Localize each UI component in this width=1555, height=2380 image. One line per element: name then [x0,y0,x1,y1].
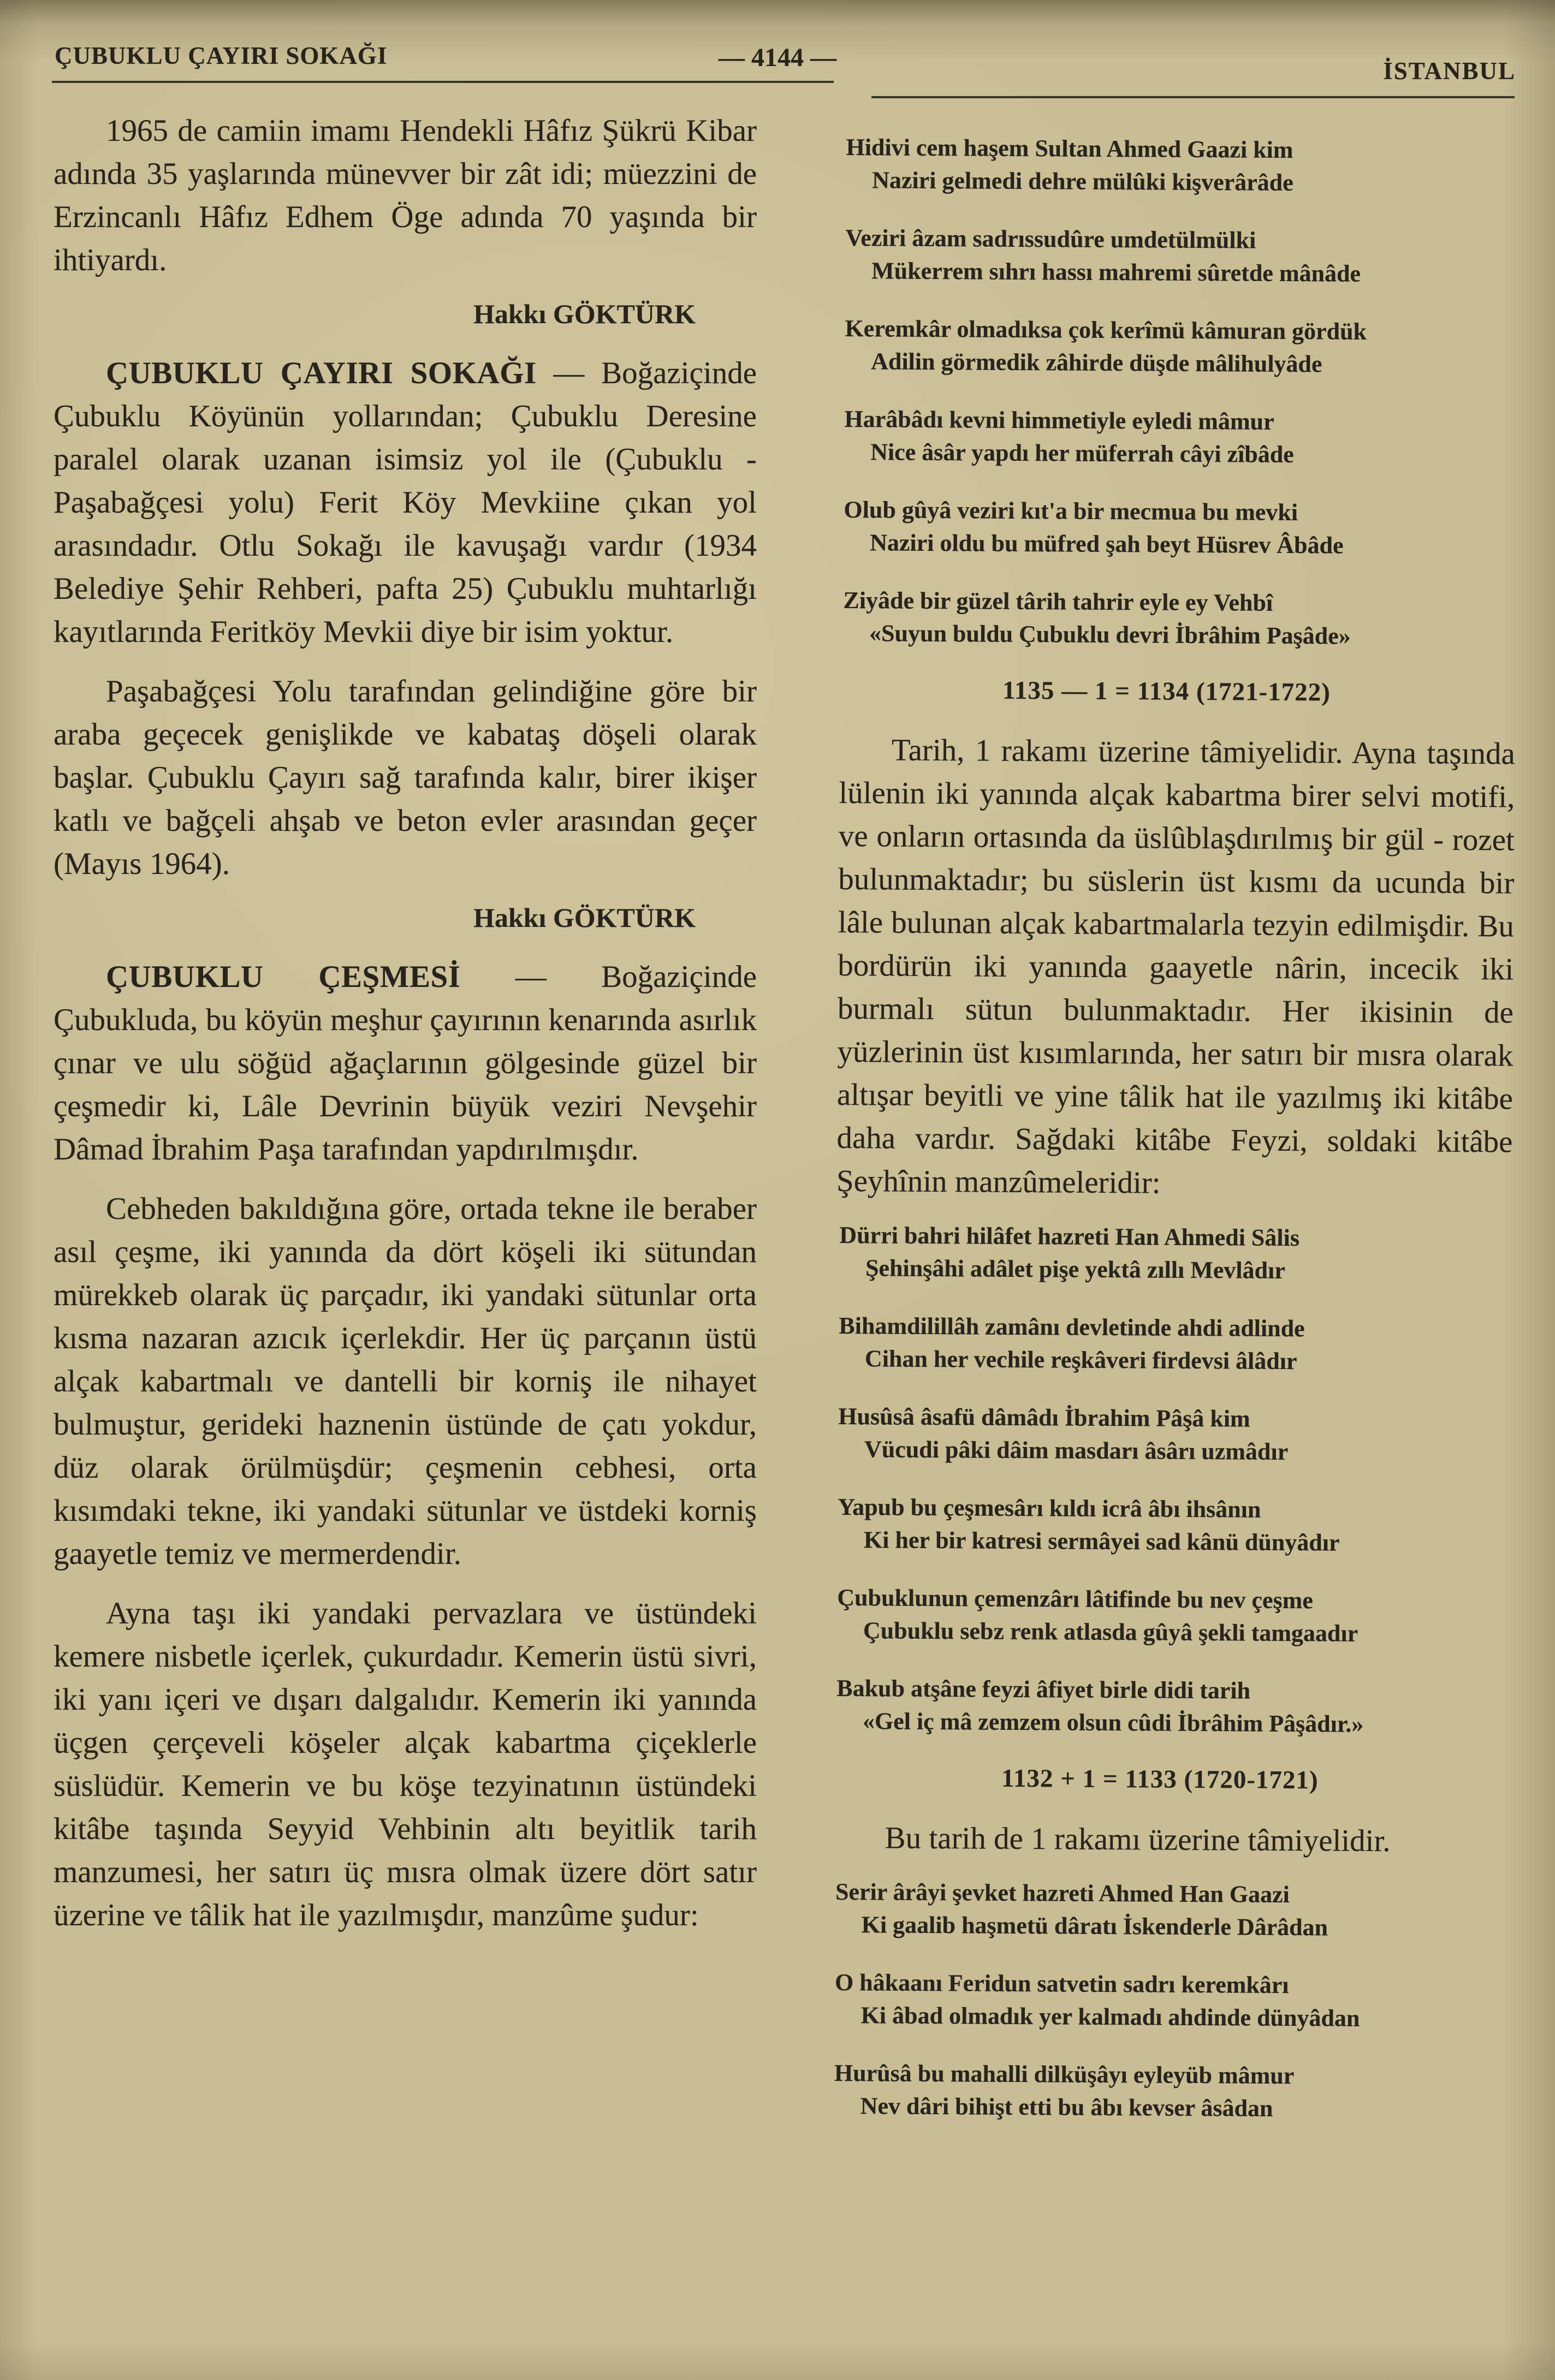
verse-line: Naziri oldu bu müfred şah beyt Hüsrev Âbâde [870,529,1344,559]
verse-block [836,1219,1512,1742]
verse-line: Husûsâ âsafü dâmâdı İbrahim Pâşâ kim [838,1402,1250,1432]
verse-line: «Gel iç mâ zemzem olsun cûdi İbrâhim Pâşâdır.» [862,1707,1364,1738]
verse-line: Şehinşâhi adâlet pişe yektâ zıllı Mevlâdır [865,1254,1285,1284]
verse-line: Bihamdilillâh zamânı devletinde ahdi adlinde [839,1312,1305,1342]
verse-block [834,1876,1508,2127]
entry-paragraph: ÇUBUKLU ÇEŞMESİ — Boğaziçinde Çubukluda, bu köyün meşhur çayırının kenarında asırlık çınar ve ulu söğüd ağaçlarının gölgesinde güzel bir çeşmedir ki, Lâle Devrinin büyük veziri Nevşehir Dâmad İbrahim Paşa tarafından yapdırılmışdır. [54,960,757,1167]
verse-line: O hâkaanı Feridun satvetin sadrı keremkârı [834,1968,1289,1999]
verse-line: Adilin görmedik zâhirde düşde mâlihulyâde [871,348,1322,378]
verse-line: Cihan her vechile reşkâveri firdevsi âlâdır [864,1345,1297,1375]
left-column [54,109,757,2358]
verse-line: Dürri bahri hilâfet hazreti Han Ahmedi Sâlis [839,1221,1300,1252]
verse-line: Hidivi cem haşem Sultan Ahmed Gaazi kim [846,134,1293,164]
body-paragraph: 1965 de camiin imamı Hendekli Hâfız Şükrü Kibar adında 35 yaşlarında münevver bir zât idi; müezzini de Erzincanlı Hâfız Edhem Öge adında 70 yaşında bir ihtiyardı. [54,114,757,277]
verse-line: Vücudi pâki dâim masdarı âsârı uzmâdır [864,1436,1289,1466]
verse-block [843,131,1519,654]
entry-title: ÇUBUKLU ÇAYIRI SOKAĞI [106,356,537,390]
verse-line: Ki her bir katresi sermâyei sad kânü dünyâdır [863,1526,1340,1556]
verse-line: Ki gaalib haşmetü dâratı İskenderle Dârâdan [861,1911,1328,1941]
body-paragraph: Ayna taşı iki yandaki pervazlara ve üstündeki kemere nisbetle içerlek, çukurdadır. Kemerin üstü sivri, iki yanı içeri ve dışarı dalgalıdır. Kemerin iki yanında üçgen çerçeveli köşeler alçak kabartma çiçeklerle süslüdür. Kemerin ve bu köşe tezyinatının üstündeki kitâbe taşında Seyyid Vehbinin altı beyitlik tarih manzumesi, her satırı üç mısra olmak üzere dört satır üzerine ve tâlik hat ile yazılmışdır, manzûme şudur: [54,1596,757,1932]
verse-line: Naziri gelmedi dehre mülûki kişverârâde [872,166,1293,197]
running-title-left: ÇUBUKLU ÇAYIRI SOKAĞI [55,42,388,69]
chronogram-date: 1135 — 1 = 1134 (1721-1722) [1002,676,1331,707]
verse-line: «Suyun buldu Çubuklu devri İbrâhim Paşâde» [869,620,1351,650]
author-signature: Hakkı GÖKTÜRK [473,902,696,933]
verse-line: Veziri âzam sadrıssudûre umdetülmülki [845,224,1256,254]
page-number: — 4144 — [719,43,836,72]
verse-line: Olub gûyâ veziri kıt'a bir mecmua bu mevki [844,496,1298,526]
body-paragraph: Cebheden bakıldığına göre, ortada tekne ile beraber asıl çeşme, iki yanında da dört köşeli iki sütundan mürekkeb olarak üç parçadır, iki yandaki sütunlar orta kısma nazaran azıcık içerlekdir. Her üç parçanın üstü alçak kabartmalı ve dantelli bir korniş ile nihayet bulmuştur, gerideki haznenin üstünde de çatı yokdur, düz olarak örülmüşdür; çeşmenin cebhesi, orta kısımdaki tekne, iki yandaki sütunlar ve üstdeki korniş gaayetle temiz ve mermerdendir. [54,1192,757,1571]
chronogram-date: 1132 + 1 = 1133 (1720-1721) [1001,1764,1319,1795]
verse-line: Nice âsâr yapdı her müferrah câyi zîbâde [870,438,1294,468]
verse-line: Keremkâr olmadıksa çok kerîmü kâmuran gördük [845,315,1367,345]
verse-line: Mükerrem sıhrı hassı mahremi sûretde mânâde [871,257,1361,287]
body-paragraph: Tarih, 1 rakamı üzerine tâmiyelidir. Ayna taşında lülenin iki yanında alçak kabartma birer selvi motifi, ve onların ortasında da üslûblaşdırılmış bir gül - rozet bulunmaktadır; bu süslerin üst kısmı da ucunda bir lâle bulunan alçak kabartmalarla tezyin edilmişdir. Bu bordürün iki yanında gaayetle nârin, incecik iki burmalı sütun bulunmaktadır. Her ikisinin de yüzlerinin üst kısımlarında, her satırı bir mısra olarak altışar beyitli ve yine tâlik hat ile yazılmış iki kitâbe daha vardır. Sağdaki kitâbe Feyzi, soldaki kitâbe Şeyhînin manzûmeleridir: [836,733,1516,1200]
right-column [829,109,1519,2362]
running-title-right: İSTANBUL [1383,57,1516,85]
verse-line: Harâbâdı kevni himmetiyle eyledi mâmur [844,406,1274,435]
verse-line: Hurûsâ bu mahalli dilküşâyı eyleyüb mâmur [834,2059,1295,2090]
body-paragraph: Bu tarih de 1 rakamı üzerine tâmiyelidir. [885,1820,1391,1859]
verse-line: Nev dâri bihişt etti bu âbı kevser âsâdan [860,2092,1273,2122]
verse-line: Ki âbad olmadık yer kalmadı ahdinde dünyâdan [860,2002,1360,2032]
entry-paragraph: ÇUBUKLU ÇAYIRI SOKAĞI — Boğaziçinde Çubuklu Köyünün yollarından; Çubuklu Deresine paralel olarak uzanan isimsiz yol ile (Çubuklu - Paşabağçesi yolu) Ferit Köy Mevkiine çıkan yol arasındadır. Otlu Sokağı ile kavuşağı vardır (1934 Belediye Şehir Rehberi, pafta 25) Çubuklu muhtarlığı kayıtlarında Feritköy Mevkii diye bir isim yoktur. [54,356,757,649]
verse-line: Yapub bu çeşmesârı kıldı icrâ âbı ihsânın [838,1493,1261,1523]
entry-title: ÇUBUKLU ÇEŞMESİ [106,960,461,994]
verse-line: Bakub atşâne feyzi âfiyet birle didi tarih [836,1674,1251,1704]
verse-line: Çubuklu sebz renk atlasda gûyâ şekli tamgaadır [863,1617,1358,1647]
verse-line: Çubuklunun çemenzârı lâtifinde bu nev çeşme [837,1584,1313,1614]
verse-line: Ziyâde bir güzel târih tahrir eyle ey Vehbî [843,587,1273,616]
body-paragraph: Paşabağçesi Yolu tarafından gelindiğine göre bir araba geçecek genişlikde ve kabataş döşeli olarak başlar. Çubuklu Çayırı sağ tarafında kalır, birer ikişer katlı ve bağçeli ahşab ve beton evler arasından geçer (Mayıs 1964). [54,674,757,881]
verse-line: Serir ârâyi şevket hazreti Ahmed Han Gaazi [835,1878,1290,1908]
author-signature: Hakkı GÖKTÜRK [473,299,696,329]
